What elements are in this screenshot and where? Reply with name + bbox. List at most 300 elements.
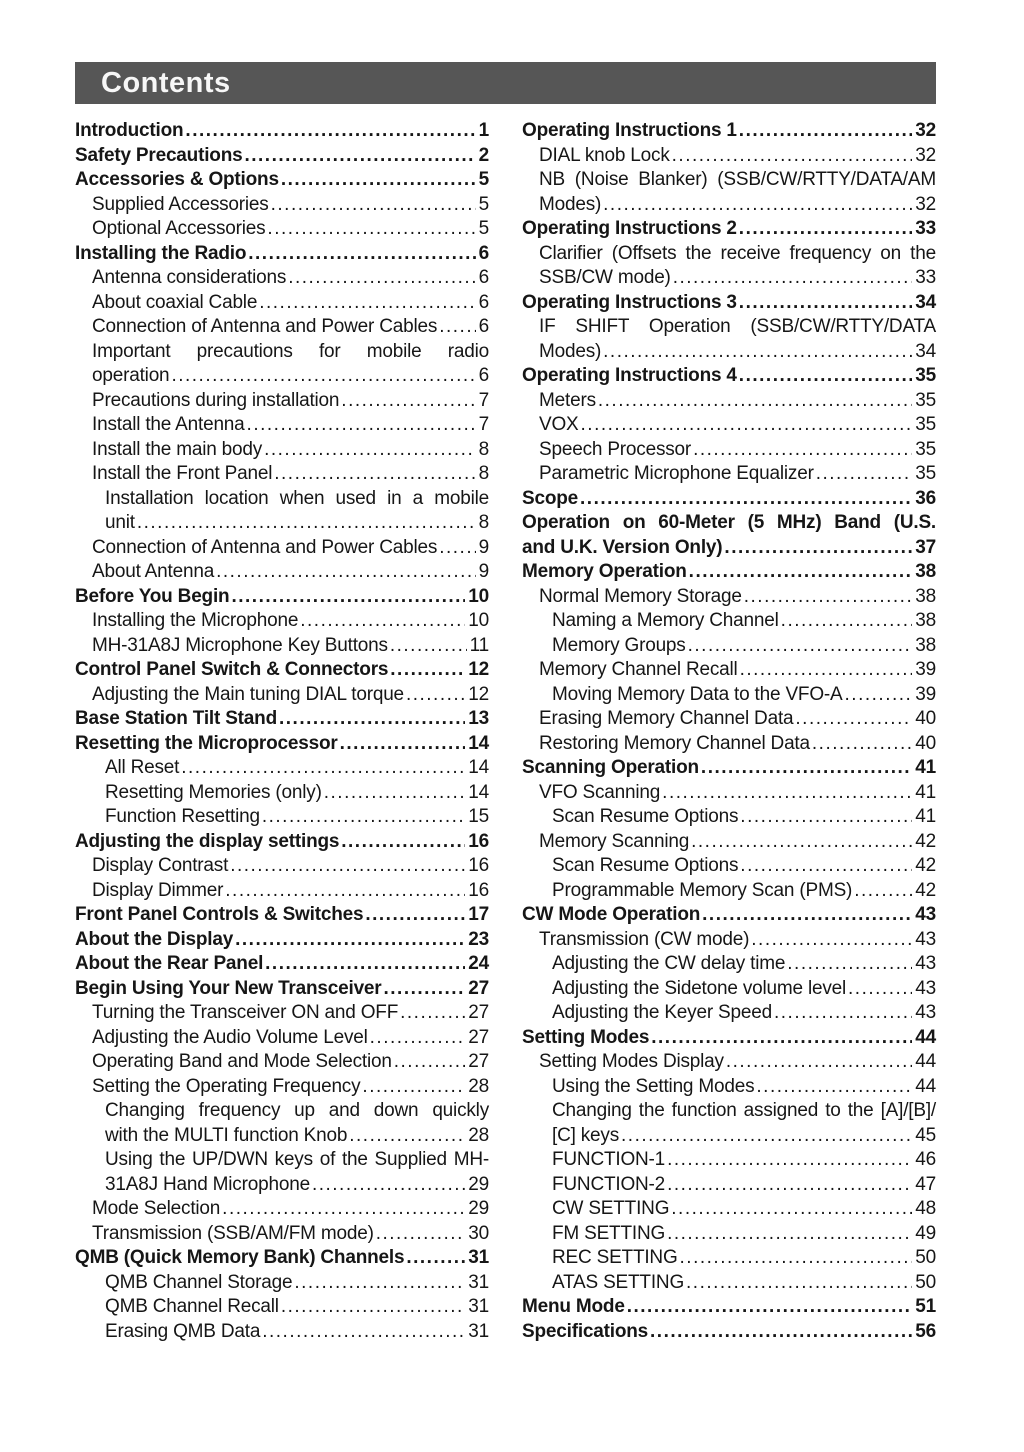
toc-entry-line bbox=[539, 389, 936, 414]
toc-entry-line bbox=[105, 1124, 489, 1149]
toc-entry-line bbox=[539, 144, 936, 169]
toc-entry bbox=[522, 854, 936, 879]
toc-entry bbox=[75, 1246, 489, 1271]
toc-entry-page: 30 bbox=[468, 1222, 489, 1244]
dot-leader bbox=[740, 658, 913, 683]
toc-entry bbox=[75, 1271, 489, 1296]
toc-entry bbox=[75, 1222, 489, 1247]
dot-leader bbox=[689, 560, 913, 585]
toc-entry-page: 35 bbox=[915, 365, 936, 386]
toc-entry-page: 12 bbox=[468, 659, 489, 680]
toc-entry-line bbox=[539, 266, 936, 291]
toc-entry-line bbox=[75, 168, 489, 193]
dot-leader bbox=[672, 144, 913, 169]
toc-entry bbox=[522, 609, 936, 634]
dot-leader bbox=[340, 732, 466, 757]
toc-entry-title: Scanning Operation bbox=[522, 757, 699, 778]
toc-entry-line bbox=[539, 707, 936, 732]
toc-entry-page: 40 bbox=[915, 708, 936, 729]
toc-entry-line bbox=[539, 658, 936, 683]
dot-leader bbox=[225, 879, 465, 904]
toc-entry-line bbox=[552, 1271, 936, 1296]
toc-entry bbox=[75, 168, 489, 193]
toc-entry-title: CW SETTING bbox=[552, 1198, 670, 1219]
toc-entry-line bbox=[92, 413, 489, 438]
toc-entry-line bbox=[75, 903, 489, 928]
dot-leader bbox=[294, 1271, 465, 1296]
dot-leader bbox=[216, 560, 476, 585]
toc-entry-page: 16 bbox=[468, 855, 489, 876]
dot-leader bbox=[667, 1222, 912, 1247]
toc-entry-line bbox=[75, 144, 489, 169]
dot-leader bbox=[726, 1050, 912, 1075]
dot-leader bbox=[795, 707, 912, 732]
toc-entry-line bbox=[539, 438, 936, 463]
toc-entry-line bbox=[552, 854, 936, 879]
dot-leader bbox=[751, 928, 912, 953]
toc-entry-title: Using the Setting Modes bbox=[552, 1075, 755, 1097]
toc-entry bbox=[522, 242, 936, 291]
toc-entry-page: 35 bbox=[915, 414, 936, 435]
dot-leader bbox=[739, 217, 912, 242]
toc-entry-line bbox=[539, 732, 936, 757]
toc-entry-line bbox=[522, 364, 936, 389]
toc-entry-title: Meters bbox=[539, 389, 596, 411]
toc-entry-title: Modes) bbox=[539, 193, 602, 215]
dot-leader bbox=[271, 193, 476, 218]
toc-entry-title: Setting the Operating Frequency bbox=[92, 1075, 361, 1097]
dot-leader bbox=[581, 413, 913, 438]
dot-leader bbox=[181, 756, 465, 781]
toc-entry-title: Turning the Transceiver ON and OFF bbox=[92, 1002, 399, 1023]
toc-entry bbox=[522, 879, 936, 904]
toc-entry-title: Normal Memory Storage bbox=[539, 585, 742, 607]
toc-entry-title: Front Panel Controls & Switches bbox=[75, 904, 364, 925]
toc-entry-page: 31 bbox=[468, 1296, 489, 1317]
toc-entry-page: 36 bbox=[915, 487, 936, 509]
toc-entry-title: Setting Modes bbox=[522, 1026, 650, 1048]
toc-entry-page: 13 bbox=[468, 708, 489, 729]
toc-entry-title: Adjusting the CW delay time bbox=[552, 953, 786, 974]
toc-entry-line bbox=[552, 1197, 936, 1222]
toc-entry-title: About Antenna bbox=[92, 561, 215, 582]
toc-entry-title: 31A8J Hand Microphone bbox=[105, 1173, 310, 1195]
toc-entry-page: 47 bbox=[915, 1173, 936, 1195]
toc-entry-page: 43 bbox=[915, 977, 936, 999]
toc-entry bbox=[75, 854, 489, 879]
toc-entry-line bbox=[522, 119, 936, 144]
toc-entry-page: 51 bbox=[915, 1296, 936, 1317]
toc-entry-title: with the MULTI function Knob bbox=[105, 1124, 348, 1146]
toc-entry-line bbox=[92, 1197, 489, 1222]
toc-entry-page: 7 bbox=[478, 389, 489, 411]
toc-entry-title: Transmission (CW mode) bbox=[539, 928, 750, 950]
toc-entry bbox=[75, 217, 489, 242]
toc-entry-title: FUNCTION-1 bbox=[552, 1149, 666, 1170]
toc-entry-page: 2 bbox=[478, 144, 489, 166]
dot-leader bbox=[598, 389, 912, 414]
toc-entry-wrapped-line: Changing frequency up and down quickly bbox=[105, 1100, 489, 1121]
toc-entry-title: QMB Channel Recall bbox=[105, 1296, 279, 1317]
toc-entry-title: Operating Instructions 2 bbox=[522, 218, 737, 239]
toc-entry bbox=[75, 903, 489, 928]
toc-entry-line bbox=[92, 1001, 489, 1026]
dot-leader bbox=[744, 585, 913, 610]
toc-entry-page: 45 bbox=[915, 1124, 936, 1146]
toc-entry-title: Restoring Memory Channel Data bbox=[539, 732, 810, 754]
toc-entry bbox=[522, 952, 936, 977]
toc-entry bbox=[75, 658, 489, 683]
toc-entry-title: Operating Instructions 3 bbox=[522, 291, 737, 313]
toc-entry-title: Safety Precautions bbox=[75, 144, 243, 166]
toc-entry-title: Parametric Microphone Equalizer bbox=[539, 463, 814, 484]
toc-entry-title: Control Panel Switch & Connectors bbox=[75, 659, 389, 680]
toc-entry-page: 48 bbox=[915, 1198, 936, 1219]
toc-entry-page: 10 bbox=[468, 610, 489, 631]
dot-leader bbox=[680, 1246, 913, 1271]
dot-leader bbox=[390, 634, 467, 659]
toc-entry-line bbox=[75, 242, 489, 267]
toc-entry-line bbox=[552, 683, 936, 708]
toc-entry bbox=[522, 756, 936, 781]
toc-entry-line bbox=[75, 585, 489, 610]
toc-entry-page: 6 bbox=[478, 291, 489, 313]
toc-entry bbox=[522, 511, 936, 560]
toc-entry-line bbox=[92, 879, 489, 904]
dot-leader bbox=[281, 168, 476, 193]
toc-entry bbox=[522, 217, 936, 242]
toc-entry bbox=[75, 266, 489, 291]
dot-leader bbox=[185, 119, 475, 144]
dot-leader bbox=[693, 438, 912, 463]
toc-entry-title: unit bbox=[105, 512, 135, 533]
toc-entry-line bbox=[92, 389, 489, 414]
toc-entry bbox=[75, 193, 489, 218]
toc-entry-title: About the Rear Panel bbox=[75, 953, 264, 974]
toc-entry-page: 39 bbox=[915, 683, 936, 705]
toc-entry-line bbox=[522, 560, 936, 585]
toc-entry-page: 38 bbox=[915, 585, 936, 607]
toc-entry bbox=[75, 560, 489, 585]
toc-entry-line bbox=[522, 1320, 936, 1345]
toc-entry bbox=[522, 928, 936, 953]
toc-entry-page: 41 bbox=[915, 806, 936, 827]
toc-entry bbox=[75, 805, 489, 830]
dot-leader bbox=[816, 462, 913, 487]
toc-entry-title: Memory Operation bbox=[522, 561, 687, 582]
dot-leader bbox=[686, 1271, 912, 1296]
toc-entry-line bbox=[92, 1222, 489, 1247]
toc-entry-page: 6 bbox=[478, 267, 489, 288]
toc-entry-page: 10 bbox=[468, 585, 489, 607]
toc-entry-line bbox=[105, 756, 489, 781]
toc-entry bbox=[75, 536, 489, 561]
toc-entry-title: Connection of Antenna and Power Cables bbox=[92, 536, 438, 558]
dot-leader bbox=[650, 1320, 912, 1345]
dot-leader bbox=[667, 1148, 912, 1173]
toc-entry-line bbox=[105, 1271, 489, 1296]
toc-entry-title: FUNCTION-2 bbox=[552, 1173, 666, 1195]
toc-entry-page: 14 bbox=[468, 757, 489, 778]
toc-entry-line bbox=[522, 217, 936, 242]
dot-leader bbox=[370, 1026, 466, 1051]
toc-entry bbox=[75, 462, 489, 487]
toc-entry-line bbox=[539, 462, 936, 487]
dot-leader bbox=[400, 1001, 465, 1026]
toc-entry-wrapped-line: Using the UP/DWN keys of the Supplied MH- bbox=[105, 1149, 489, 1170]
dot-leader bbox=[265, 952, 465, 977]
toc-entry bbox=[522, 977, 936, 1002]
toc-entry-line bbox=[92, 1026, 489, 1051]
dot-leader bbox=[267, 217, 475, 242]
toc-entry-page: 38 bbox=[915, 561, 936, 582]
toc-entry-line bbox=[552, 1001, 936, 1026]
toc-entry bbox=[522, 1001, 936, 1026]
toc-entry-page: 29 bbox=[468, 1173, 489, 1195]
toc-entry bbox=[522, 781, 936, 806]
toc-entry-title: Mode Selection bbox=[92, 1198, 221, 1219]
toc-entry-title: Transmission (SSB/AM/FM mode) bbox=[92, 1222, 374, 1244]
toc-entry bbox=[522, 487, 936, 512]
toc-entry-line bbox=[92, 536, 489, 561]
toc-column-right bbox=[522, 119, 936, 1344]
toc-entry-title: Install the Front Panel bbox=[92, 463, 273, 484]
toc-entry-line bbox=[75, 830, 489, 855]
toc-entry bbox=[522, 364, 936, 389]
toc-entry-page: 8 bbox=[478, 438, 489, 460]
toc-entry bbox=[75, 119, 489, 144]
toc-entry-page: 34 bbox=[915, 291, 936, 313]
toc-entry-page: 38 bbox=[915, 610, 936, 631]
toc-entry-title: and U.K. Version Only) bbox=[522, 536, 723, 558]
toc-entry-line bbox=[92, 193, 489, 218]
toc-entry-page: 41 bbox=[915, 757, 936, 778]
toc-entry bbox=[75, 413, 489, 438]
toc-entry-page: 44 bbox=[915, 1075, 936, 1097]
dot-leader bbox=[362, 1075, 465, 1100]
toc-entry-title: Function Resetting bbox=[105, 806, 260, 827]
toc-entry-page: 42 bbox=[915, 830, 936, 852]
dot-leader bbox=[365, 903, 465, 928]
toc-entry-page: 32 bbox=[915, 120, 936, 141]
toc-entry-line bbox=[522, 756, 936, 781]
toc-entry bbox=[522, 658, 936, 683]
toc-entry-line bbox=[92, 1075, 489, 1100]
toc-entry-wrapped-line: Clarifier (Offsets the receive frequency on the bbox=[539, 242, 936, 264]
toc-entry-title: Antenna considerations bbox=[92, 267, 287, 288]
toc-entry-line bbox=[105, 511, 489, 536]
dot-leader bbox=[349, 1124, 465, 1149]
dot-leader bbox=[262, 1320, 465, 1345]
toc-entry-page: 6 bbox=[478, 316, 489, 337]
toc-entry bbox=[75, 609, 489, 634]
toc-entry-page: 35 bbox=[915, 463, 936, 484]
toc-entry bbox=[75, 340, 489, 389]
toc-entry-title: Naming a Memory Channel bbox=[552, 610, 779, 631]
toc-entry-title: Installing the Microphone bbox=[92, 610, 299, 631]
toc-entry-line bbox=[539, 585, 936, 610]
toc-entry-title: ATAS SETTING bbox=[552, 1271, 685, 1293]
dot-leader bbox=[439, 536, 475, 561]
toc-entry bbox=[75, 830, 489, 855]
dot-leader bbox=[854, 879, 912, 904]
toc-entry-page: 42 bbox=[915, 879, 936, 901]
toc-entry-page: 1 bbox=[478, 120, 489, 141]
toc-entry-title: Adjusting the Keyer Speed bbox=[552, 1002, 772, 1023]
toc-entry-line bbox=[522, 903, 936, 928]
toc-entry bbox=[75, 1197, 489, 1222]
toc-entry bbox=[522, 903, 936, 928]
toc-entry bbox=[75, 291, 489, 316]
dot-leader bbox=[787, 952, 912, 977]
toc-entry-title: Setting Modes Display bbox=[539, 1051, 724, 1072]
toc-entry-line bbox=[552, 609, 936, 634]
toc-entry-title: operation bbox=[92, 365, 170, 386]
toc-entry bbox=[75, 1148, 489, 1197]
toc-entry bbox=[522, 560, 936, 585]
toc-entry-page: 8 bbox=[478, 463, 489, 484]
toc-entry bbox=[75, 683, 489, 708]
toc-entry-page: 35 bbox=[915, 438, 936, 460]
toc-entry-page: 44 bbox=[915, 1026, 936, 1048]
toc-entry-title: Introduction bbox=[75, 120, 184, 141]
toc-entry-title: About coaxial Cable bbox=[92, 291, 258, 313]
dot-leader bbox=[848, 977, 912, 1002]
toc-entry-line bbox=[539, 1050, 936, 1075]
toc-entry bbox=[522, 1050, 936, 1075]
dot-leader bbox=[739, 119, 912, 144]
toc-entry-line bbox=[75, 707, 489, 732]
toc-entry-title: Optional Accessories bbox=[92, 218, 266, 239]
dot-leader bbox=[603, 340, 912, 365]
toc-entry-title: Scope bbox=[522, 487, 579, 509]
dot-leader bbox=[580, 487, 912, 512]
toc-entry-title: Precautions during installation bbox=[92, 389, 340, 411]
toc-entry bbox=[75, 928, 489, 953]
toc-entry-page: 42 bbox=[915, 855, 936, 876]
dot-leader bbox=[739, 291, 912, 316]
toc-entry-page: 39 bbox=[915, 659, 936, 680]
toc-entry-line bbox=[75, 119, 489, 144]
toc-entry-line bbox=[552, 1075, 936, 1100]
toc-entry-page: 24 bbox=[468, 953, 489, 974]
toc-entry-page: 50 bbox=[915, 1271, 936, 1293]
dot-leader bbox=[702, 903, 912, 928]
toc-entry-page: 9 bbox=[478, 536, 489, 558]
toc-entry-line bbox=[92, 854, 489, 879]
toc-entry-line bbox=[105, 805, 489, 830]
dot-leader bbox=[688, 634, 913, 659]
dot-leader bbox=[235, 928, 465, 953]
toc-entry bbox=[522, 144, 936, 169]
toc-entry bbox=[75, 756, 489, 781]
toc-entry bbox=[75, 1026, 489, 1051]
toc-entry-page: 17 bbox=[468, 904, 489, 925]
toc-entry-page: 37 bbox=[915, 536, 936, 558]
toc-entry-title: Display Dimmer bbox=[92, 879, 224, 901]
dot-leader bbox=[262, 805, 465, 830]
dot-leader bbox=[621, 1124, 912, 1149]
toc-entry-line bbox=[552, 879, 936, 904]
toc-entry-line bbox=[539, 340, 936, 365]
toc-entry bbox=[522, 1148, 936, 1173]
dot-leader bbox=[244, 144, 475, 169]
page-title: Contents bbox=[101, 66, 231, 99]
dot-leader bbox=[248, 242, 475, 267]
toc-entry-title: Adjusting the Audio Volume Level bbox=[92, 1026, 368, 1048]
toc-entry-page: 16 bbox=[468, 879, 489, 901]
dot-leader bbox=[739, 364, 912, 389]
toc-entry-page: 32 bbox=[915, 193, 936, 215]
toc-entry-page: 5 bbox=[478, 169, 489, 190]
dot-leader bbox=[384, 977, 466, 1002]
toc-entry-title: Begin Using Your New Transceiver bbox=[75, 977, 382, 999]
toc-entry bbox=[75, 952, 489, 977]
toc-entry bbox=[522, 805, 936, 830]
toc-entry-line bbox=[75, 1246, 489, 1271]
dot-leader bbox=[812, 732, 912, 757]
toc-entry-line bbox=[92, 217, 489, 242]
toc-entry-line bbox=[92, 364, 489, 389]
toc-entry-page: 23 bbox=[468, 928, 489, 950]
contents-header-bar bbox=[75, 62, 936, 104]
toc-entry-line bbox=[552, 1173, 936, 1198]
dot-leader bbox=[651, 1026, 912, 1051]
toc-entry-title: Install the main body bbox=[92, 438, 263, 460]
toc-entry bbox=[75, 977, 489, 1002]
toc-entry-title: Menu Mode bbox=[522, 1296, 625, 1317]
toc-entry-title: Resetting Memories (only) bbox=[105, 781, 322, 803]
dot-leader bbox=[845, 683, 913, 708]
toc-entry-page: 43 bbox=[915, 928, 936, 950]
toc-entry-line bbox=[552, 1222, 936, 1247]
toc-entry-page: 27 bbox=[468, 977, 489, 999]
toc-entry-page: 28 bbox=[468, 1075, 489, 1097]
toc-entry-title: MH-31A8J Microphone Key Buttons bbox=[92, 634, 388, 656]
toc-entry-wrapped-line: Installation location when used in a mobile bbox=[105, 487, 489, 509]
toc-entry bbox=[75, 1050, 489, 1075]
toc-entry-title: [C] keys bbox=[552, 1124, 620, 1146]
dot-leader bbox=[406, 683, 465, 708]
toc-entry-line bbox=[105, 1295, 489, 1320]
toc-entry-page: 44 bbox=[915, 1051, 936, 1072]
toc-entry-title: VOX bbox=[539, 414, 579, 435]
dot-leader bbox=[671, 1197, 912, 1222]
toc-entry bbox=[75, 879, 489, 904]
toc-entry bbox=[75, 1075, 489, 1100]
toc-entry-page: 31 bbox=[468, 1247, 489, 1268]
dot-leader bbox=[259, 291, 475, 316]
toc-entry bbox=[75, 144, 489, 169]
toc-entry bbox=[522, 168, 936, 217]
toc-entry-wrapped-line: Important precautions for mobile radio bbox=[92, 340, 489, 362]
toc-entry-page: 32 bbox=[915, 144, 936, 166]
toc-entry-line bbox=[92, 315, 489, 340]
toc-entry bbox=[522, 1026, 936, 1051]
toc-entry-line bbox=[539, 413, 936, 438]
toc-entry-page: 27 bbox=[468, 1051, 489, 1072]
toc-entry bbox=[75, 487, 489, 536]
toc-entry-title: QMB Channel Storage bbox=[105, 1271, 293, 1293]
toc-entry-title: Moving Memory Data to the VFO-A bbox=[552, 683, 843, 705]
toc-entry-page: 49 bbox=[915, 1222, 936, 1244]
toc-entry-line bbox=[552, 805, 936, 830]
toc-entry-title: Specifications bbox=[522, 1320, 649, 1342]
toc-entry-title: Adjusting the Main tuning DIAL torque bbox=[92, 683, 404, 705]
toc-entry-line bbox=[105, 1173, 489, 1198]
toc-entry bbox=[75, 781, 489, 806]
toc-entry-title: Display Contrast bbox=[92, 855, 229, 876]
